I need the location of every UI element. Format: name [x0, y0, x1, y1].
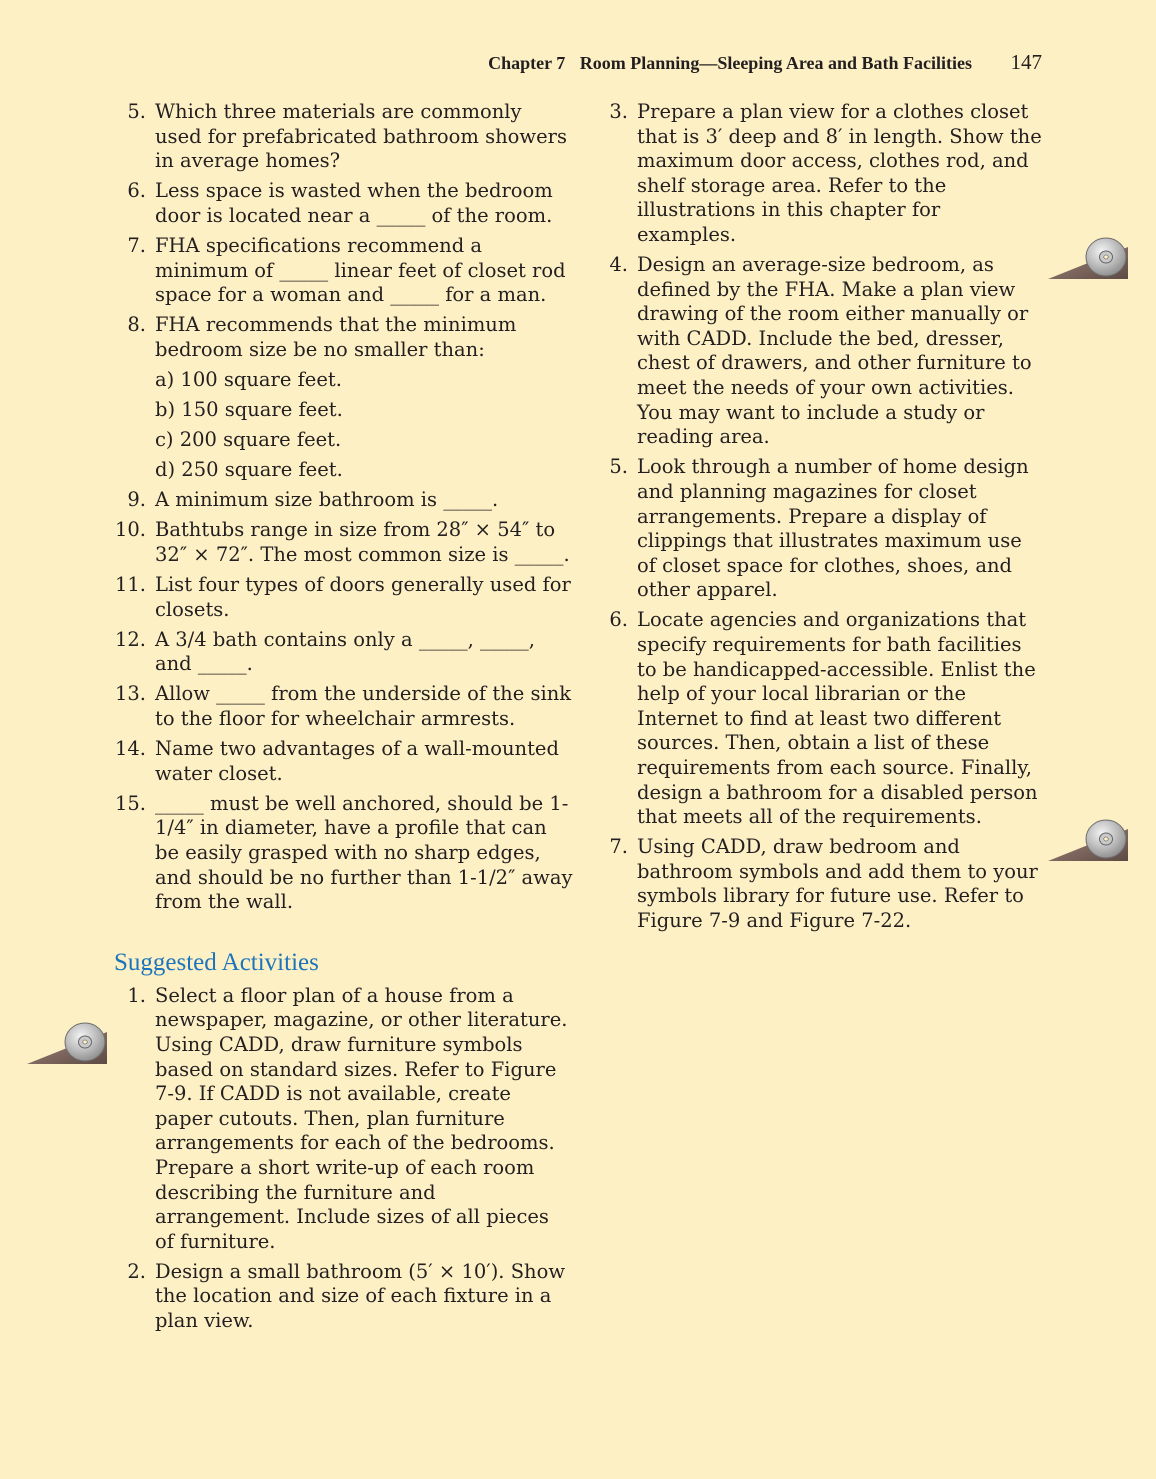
activity-item: [596, 100, 1044, 248]
question-item: [114, 313, 574, 483]
answer-option: b) 150 square feet.: [155, 398, 343, 422]
question-number: 10.: [114, 518, 146, 542]
left-column: [114, 100, 574, 1339]
activity-item: [114, 1260, 574, 1334]
activity-text: Prepare a plan view for a clothes closet that is 3′ deep and 8′ in length. Show the maximum door access, clothes rod, and shelf storage area. Refer to the illustrations in this chapter for examples.: [637, 100, 1042, 246]
question-text: A minimum size bathroom is _____.: [155, 488, 499, 512]
question-number: 12.: [114, 627, 146, 651]
question-number: 8.: [127, 313, 146, 337]
question-text: Less space is wasted when the bedroom door is located near a _____ of the room.: [155, 179, 553, 227]
question-item: [114, 234, 574, 308]
activity-text: Locate agencies and organizations that specify requirements for bath facilities to be handicapped-accessible. Enlist the help of your local librarian or the Internet to find at least two different sources. Then, obtain a list of these requirements from each source. Finally, design a bathroom for a disabled person that meets all of the requirements.: [637, 608, 1038, 829]
question-number: 15.: [114, 791, 146, 815]
page-number: 147: [1010, 50, 1042, 74]
cd-rom-icon: [27, 1018, 107, 1064]
question-number: 9.: [127, 488, 146, 512]
activity-item: [596, 455, 1044, 603]
question-text: FHA specifications recommend a minimum of _____ linear feet of closet rod space for a woman and _____ for a man.: [155, 233, 566, 307]
activity-text: Using CADD, draw bedroom and bathroom symbols and add them to your symbols library for future use. Refer to Figure 7-9 and Figure 7-22.: [637, 835, 1038, 932]
question-text: Allow _____ from the underside of the sink to the floor for wheelchair armrests.: [155, 682, 572, 731]
right-column: [596, 100, 1044, 939]
cd-rom-icon: [1048, 815, 1128, 861]
question-item: [114, 573, 574, 622]
answer-options: [155, 368, 574, 483]
activity-text: Select a floor plan of a house from a newspaper, magazine, or other literature. Using CADD, draw furniture symbols based on standard sizes. Refer to Figure 7-9. If CADD is not available, create paper cutouts. Then, plan furniture arrangements for each of the bedrooms. Prepare a short write-up of each room describing the furniture and arrangement. Include sizes of all pieces of furniture.: [155, 983, 568, 1253]
answer-option: c) 200 square feet.: [155, 428, 342, 452]
question-number: 6.: [127, 179, 146, 203]
activity-item: [596, 608, 1044, 829]
activity-item: [114, 984, 574, 1255]
question-item: [114, 488, 574, 513]
question-text: Which three materials are commonly used for prefabricated bathroom showers in average homes?: [155, 100, 567, 173]
activity-number: 1.: [127, 983, 146, 1007]
question-item: [114, 518, 574, 567]
question-number: 14.: [114, 737, 146, 761]
question-text: _____ must be well anchored, should be 1-1/4″ in diameter, have a profile that can be easily grasped with no sharp edges, and should be no further than 1-1/2″ away from the wall.: [155, 791, 573, 914]
activity-text: Look through a number of home design and planning magazines for closet arrangements. Prepare a display of clippings that illustrates maximum use of closet space for clothes, shoes, and other apparel.: [637, 455, 1029, 602]
answer-option: a) 100 square feet.: [155, 367, 342, 391]
question-item: [114, 737, 574, 786]
question-item: [114, 628, 574, 677]
question-text: FHA recommends that the minimum bedroom size be no smaller than:: [155, 313, 517, 361]
question-text: Name two advantages of a wall-mounted water closet.: [155, 737, 559, 785]
activity-number: 4.: [609, 253, 628, 277]
activity-number: 5.: [609, 455, 628, 479]
question-number: 5.: [127, 100, 146, 123]
activity-item: [596, 253, 1044, 450]
activity-number: 6.: [609, 608, 628, 632]
activity-text: Design a small bathroom (5′ × 10′). Show the location and size of each fixture in a plan view.: [155, 1259, 566, 1333]
question-item: [114, 179, 574, 228]
question-text: List four types of doors generally used for closets.: [155, 573, 571, 621]
question-item: [114, 100, 574, 174]
activity-number: 3.: [609, 100, 628, 123]
activity-item: [596, 835, 1044, 933]
question-text: A 3/4 bath contains only a _____, _____, and _____.: [155, 627, 535, 676]
answer-option: d) 250 square feet.: [155, 458, 343, 482]
chapter-title: Room Planning—Sleeping Area and Bath Facilities: [579, 53, 972, 73]
cd-rom-icon: [1048, 233, 1128, 279]
running-header: [488, 50, 1042, 75]
activity-number: 2.: [127, 1259, 146, 1283]
question-number: 7.: [127, 233, 146, 257]
question-number: 11.: [114, 573, 146, 597]
activity-text: Design an average-size bedroom, as defined by the FHA. Make a plan view drawing of the room either manually or with CADD. Include the bed, dresser, chest of drawers, and other furniture to meet the needs of your own activities. You may want to include a study or reading area.: [637, 253, 1032, 449]
suggested-activities-list: [114, 984, 574, 1334]
chapter-label: Chapter 7: [488, 53, 566, 73]
question-item: [114, 792, 574, 915]
question-number: 13.: [114, 682, 146, 706]
activity-number: 7.: [609, 835, 628, 859]
section-title-suggested-activities: Suggested Activities: [114, 948, 319, 976]
suggested-activities-list-continued: [596, 100, 1044, 934]
question-text: Bathtubs range in size from 28″ × 54″ to 32″ × 72″. The most common size is _____.: [155, 518, 570, 566]
question-item: [114, 682, 574, 731]
review-questions-list: [114, 100, 574, 915]
